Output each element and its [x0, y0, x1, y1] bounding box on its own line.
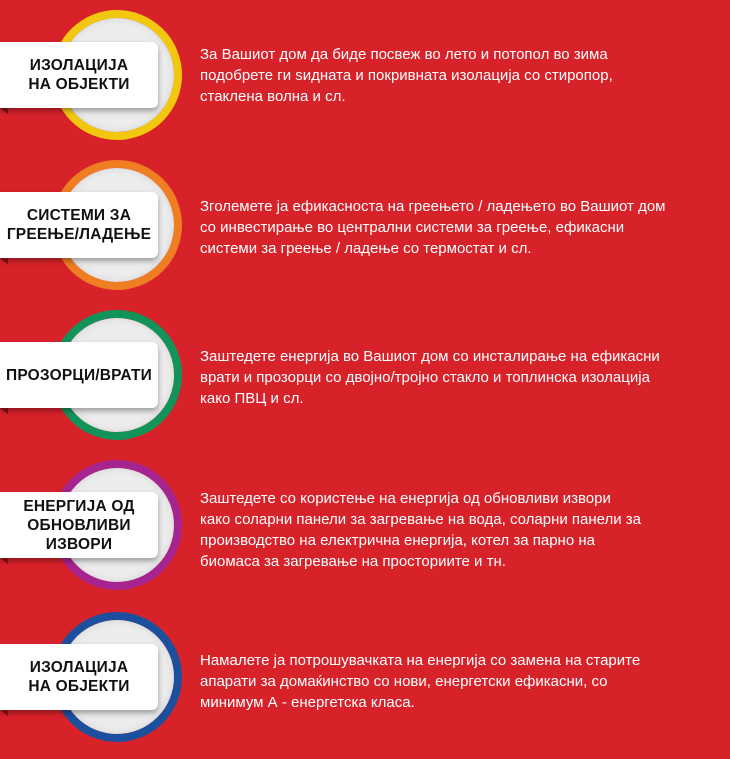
- item-5: [0, 612, 730, 742]
- tab-5: [0, 644, 158, 710]
- desc-1: За Вашиот дом да биде посвеж во лето и потопол во зима подобрете ги ѕидната и покривната изолација со стиропор, стаклена волна и сл.: [200, 46, 613, 105]
- item-4: [0, 460, 730, 590]
- tab-2: [0, 192, 158, 258]
- tab-4: [0, 492, 158, 558]
- label-4: ЕНЕРГИЈА ОД ОБНОВЛИВИ ИЗВОРИ: [23, 497, 135, 553]
- label-1: ИЗОЛАЦИЈА НА ОБЈЕКТИ: [28, 57, 130, 93]
- label-3: ПРОЗОРЦИ/ВРАТИ: [5, 366, 152, 384]
- label-5: ИЗОЛАЦИЈА НА ОБЈЕКТИ: [28, 659, 130, 695]
- tab-3: [0, 342, 158, 408]
- desc-5: Намалете ја потрошувачката на енергија со замена на старите апарати за домаќинство со нови, енергетски ефикасни, со минимум А - енергетска класа.: [200, 652, 641, 711]
- desc-4: Заштедете со користење на енергија од обновливи извори како соларни панели за загревање на вода, соларни панели за производство на електрична енергија, котел за парно на биомаса за загревање на просториите и тн.: [200, 490, 642, 570]
- label-2: СИСТЕМИ ЗА ГРЕЕЊЕ/ЛАДЕЊЕ: [6, 207, 152, 243]
- item-3: [0, 310, 730, 440]
- item-1: [0, 10, 730, 140]
- desc-3: Заштедете енергија во Вашиот дом со инсталирање на ефикасни врати и прозорци со двојно/тројно стакло и топлинска изолација како ПВЦ и сл.: [200, 348, 660, 407]
- tab-1: [0, 42, 158, 108]
- desc-2: Зголемете ја ефикасноста на греењето / ладењето во Вашиот дом со инвестирање во централни системи за греење, ефикасни системи за греење / ладење со термостат и сл.: [200, 198, 666, 257]
- item-2: [0, 160, 730, 290]
